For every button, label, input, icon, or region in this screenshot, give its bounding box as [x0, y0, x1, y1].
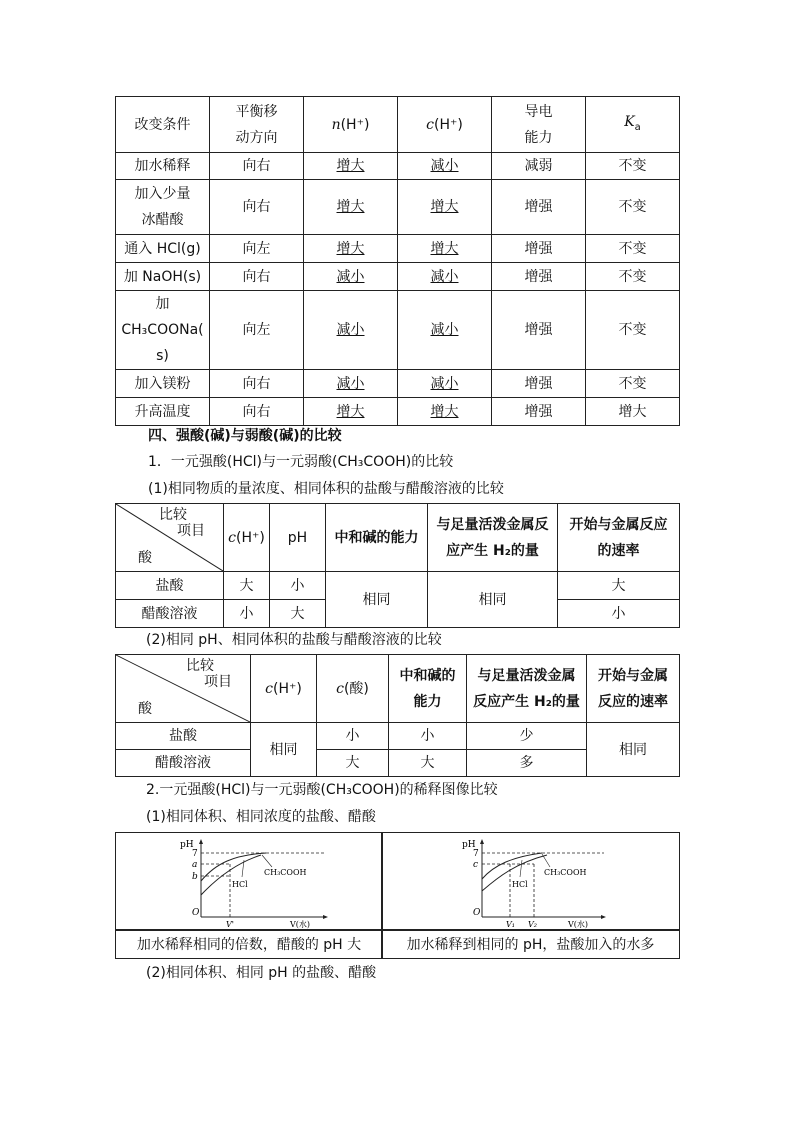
cell-condition: 加入镁粉: [116, 370, 210, 398]
header-direction: 平衡移 动方向: [210, 97, 304, 153]
cell-condition: 加入少量 冰醋酸: [116, 180, 210, 235]
cell-direction: 向右: [210, 153, 304, 180]
cell-h2: 多: [467, 750, 587, 777]
cell-ka: 不变: [586, 180, 680, 235]
header-c-acid: c(酸): [317, 655, 389, 723]
cell-n: 增大: [304, 180, 398, 235]
header-h2-amount: 与足量活泼金属 反应产生 H₂的量: [467, 655, 587, 723]
section-heading: 四、强酸(碱)与弱酸(碱)的比较: [148, 428, 342, 444]
table-row: [116, 398, 680, 426]
table-row: [116, 180, 680, 235]
caption-left: 加水稀释相同的倍数，醋酸的 pH 大: [136, 937, 362, 953]
table-header-row: [116, 97, 680, 153]
cell-acid: 醋酸溶液: [116, 600, 224, 628]
x-axis-label: V(水): [568, 920, 589, 929]
header-neutralize: 中和碱的能力: [326, 504, 428, 572]
cell-acid-c: 大: [317, 750, 389, 777]
label-ch3cooh: CH₃COOH: [264, 868, 307, 877]
table-row: [116, 291, 680, 370]
graph-right: [382, 833, 679, 930]
caption-right: 加水稀释到相同的 pH，盐酸加入的水多: [406, 937, 655, 953]
cell-condition: 加 CH₃COONa( s): [116, 291, 210, 370]
header-h2-amount: 与足量活泼金属反 应产生 H₂的量: [428, 504, 558, 572]
cell-c: 大: [224, 572, 270, 600]
cell-direction: 向右: [210, 398, 304, 426]
diagonal-header-cell: 比较 项目 酸: [116, 655, 251, 723]
header-rate: 开始与金属反应 的速率: [558, 504, 680, 572]
same-ph-table: [115, 654, 680, 777]
caption-right-box: [381, 929, 680, 959]
graph-left: [116, 833, 382, 930]
x-tick-vprime: V': [226, 920, 234, 929]
curve-ch3cooh: [201, 853, 266, 881]
table-row: [116, 235, 680, 263]
subheading-2-1: (1)相同体积、相同浓度的盐酸、醋酸: [146, 809, 376, 825]
same-concentration-table: [115, 503, 680, 628]
cell-rate: 小: [558, 600, 680, 628]
cell-c: 减小: [398, 291, 492, 370]
table-row: [116, 370, 680, 398]
header-condition: 改变条件: [116, 97, 210, 153]
table-header-row: [116, 504, 680, 572]
table-row: [116, 263, 680, 291]
cell-c-merged: 相同: [251, 723, 317, 777]
x-tick-v1: V₁: [506, 920, 515, 929]
cell-neutralize-merged: 相同: [326, 572, 428, 628]
cell-h2-merged: 相同: [428, 572, 558, 628]
cell-h2: 少: [467, 723, 587, 750]
cell-conductivity: 增强: [492, 263, 586, 291]
cell-ka: 不变: [586, 153, 680, 180]
cell-n: 增大: [304, 153, 398, 180]
cell-neutralize: 小: [389, 723, 467, 750]
header-ph: pH: [270, 504, 326, 572]
cell-c: 减小: [398, 370, 492, 398]
cell-direction: 向左: [210, 235, 304, 263]
cell-acid: 醋酸溶液: [116, 750, 251, 777]
cell-direction: 向右: [210, 180, 304, 235]
table-row: [116, 153, 680, 180]
y-tick-a: a: [192, 860, 198, 870]
table-header-row: [116, 655, 680, 723]
header-ka: $K_a$: [586, 97, 680, 153]
y-axis-label: pH: [180, 840, 194, 850]
cell-ka: 不变: [586, 263, 680, 291]
cell-conductivity: 增强: [492, 291, 586, 370]
cell-n: 增大: [304, 235, 398, 263]
curve-ch3cooh: [482, 853, 542, 879]
cell-condition: 加水稀释: [116, 153, 210, 180]
cell-c: 减小: [398, 263, 492, 291]
cell-ka: 增大: [586, 398, 680, 426]
cell-acid-c: 小: [317, 723, 389, 750]
table-row: [116, 572, 680, 600]
cell-direction: 向左: [210, 291, 304, 370]
cell-direction: 向右: [210, 263, 304, 291]
cell-conductivity: 增强: [492, 370, 586, 398]
cell-ph: 大: [270, 600, 326, 628]
cell-c: 增大: [398, 235, 492, 263]
label-hcl: HCl: [232, 880, 248, 889]
subheading-1: 1．一元强酸(HCl)与一元弱酸(CH₃COOH)的比较: [148, 454, 454, 470]
header-neutralize: 中和碱的 能力: [389, 655, 467, 723]
cell-n: 减小: [304, 291, 398, 370]
label-ch3cooh: CH₃COOH: [544, 868, 587, 877]
equilibrium-shift-table: [115, 96, 680, 426]
graph-left-box: [115, 832, 383, 931]
cell-conductivity: 增强: [492, 398, 586, 426]
cell-conductivity: 增强: [492, 180, 586, 235]
cell-rate-merged: 相同: [587, 723, 680, 777]
cell-condition: 加 NaOH(s): [116, 263, 210, 291]
cell-neutralize: 大: [389, 750, 467, 777]
cell-c: 增大: [398, 180, 492, 235]
cell-n: 减小: [304, 263, 398, 291]
x-axis-label: V(水): [290, 920, 311, 929]
header-n-h: n(H⁺): [304, 97, 398, 153]
curve-hcl: [201, 855, 261, 895]
graph-right-box: [381, 832, 680, 931]
subheading-1-2: (2)相同 pH、相同体积的盐酸与醋酸溶液的比较: [146, 632, 442, 648]
y-tick-7: 7: [192, 849, 198, 859]
cell-rate: 大: [558, 572, 680, 600]
y-tick-7: 7: [473, 849, 479, 859]
label-hcl: HCl: [512, 880, 528, 889]
cell-ka: 不变: [586, 235, 680, 263]
cell-n: 减小: [304, 370, 398, 398]
caption-left-box: [115, 929, 383, 959]
subheading-2-2: (2)相同体积、相同 pH 的盐酸、醋酸: [146, 965, 377, 981]
cell-ka: 不变: [586, 291, 680, 370]
cell-acid: 盐酸: [116, 572, 224, 600]
cell-direction: 向右: [210, 370, 304, 398]
cell-acid: 盐酸: [116, 723, 251, 750]
header-c-h: c(H⁺): [398, 97, 492, 153]
header-c-h: c(H⁺): [224, 504, 270, 572]
header-rate: 开始与金属 反应的速率: [587, 655, 680, 723]
cell-ph: 小: [270, 572, 326, 600]
diagonal-header-cell: 比较 项目 酸: [116, 504, 224, 572]
y-axis-label: pH: [462, 840, 476, 850]
subheading-2: 2.一元强酸(HCl)与一元弱酸(CH₃COOH)的稀释图像比较: [146, 782, 498, 798]
x-tick-v2: V₂: [528, 920, 537, 929]
cell-ka: 不变: [586, 370, 680, 398]
header-conductivity: 导电 能力: [492, 97, 586, 153]
cell-conductivity: 增强: [492, 235, 586, 263]
cell-condition: 通入 HCl(g): [116, 235, 210, 263]
cell-c: 增大: [398, 398, 492, 426]
subheading-1-1: (1)相同物质的量浓度、相同体积的盐酸与醋酸溶液的比较: [148, 481, 504, 497]
y-tick-b: b: [192, 872, 198, 882]
origin-label: O: [192, 908, 200, 918]
cell-c: 减小: [398, 153, 492, 180]
origin-label: O: [473, 908, 481, 918]
cell-n: 增大: [304, 398, 398, 426]
cell-condition: 升高温度: [116, 398, 210, 426]
header-c-h: c(H⁺): [251, 655, 317, 723]
table-row: [116, 723, 680, 750]
cell-conductivity: 减弱: [492, 153, 586, 180]
cell-c: 小: [224, 600, 270, 628]
y-tick-c: c: [473, 860, 479, 870]
